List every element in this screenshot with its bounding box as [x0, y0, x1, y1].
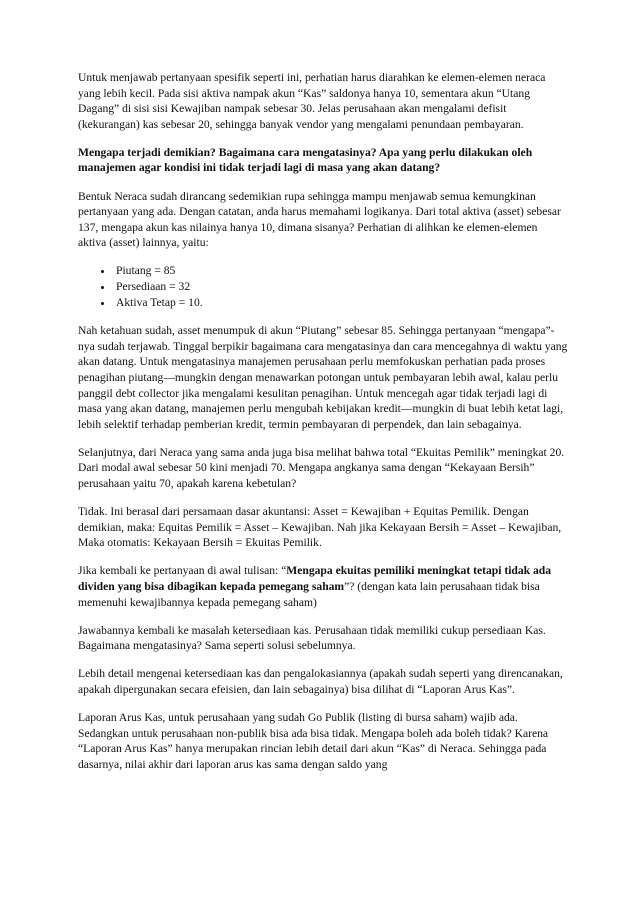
paragraph-question: Mengapa terjadi demikian? Bagaimana cara mengatasinya? Apa yang perlu dilakukan oleh manajemen agar kondisi ini tidak terjadi lagi di masa yang akan datang?: [78, 145, 533, 175]
paragraph-ekuitas: Selanjutnya, dari Neraca yang sama anda juga bisa melihat bahwa total “Ekuitas Pemilik” meningkat 20. Dari modal awal sebesar 50 kini menjadi 70. Mengapa angkanya sama dengan “Kekayaan Bersih” perusahaan yaitu 70, apakah karena kebetulan?: [78, 445, 565, 491]
paragraph-neraca-form: Bentuk Neraca sudah dirancang sedemikian rupa sehingga mampu menjawab semua kemungkinan pertanyaan yang ada. Dengan catatan, anda harus memahami logikanya. Dari total aktiva (asset) sebesar 137, mengapa akun kas nilainya hanya 10, dimana sisanya? Perhatian di alihkan ke elemen-elemen aktiva (asset) lainnya, yaitu:: [78, 189, 561, 250]
asset-list: [78, 263, 568, 310]
paragraph-detail: Lebih detail mengenai ketersediaan kas dan pengalokasiannya (apakah sudah seperti yang direncanakan, apakah dipergunakan secara efeisien, dan lain sebagainya) bisa dilihat di “Laporan Arus Kas”.: [78, 667, 563, 696]
paragraph-back-to-question: [78, 563, 568, 610]
list-item: • Persediaan = 32: [114, 279, 568, 295]
paragraph-piutang: Nah ketahuan sudah, asset menumpuk di akun “Piutang” sebesar 85. Sehingga pertanyaan “mengapa”-nya sudah terjawab. Tinggal berpikir bagaimana cara mengatasinya dan cara mencegahnya di waktu yang akan datang. Untuk mengatasinya manajemen perusahaan perlu memfokuskan perhatian pada proses penagihan piutang—mungkin dengan menawarkan potongan untuk pembayaran lebih awal, kalau perlu panggil debt collector jika mengalami kesulitan penagihan. Untuk mencegah agar tidak terjadi lagi di masa yang akan datang, manajemen perlu mengubah kebijakan kredit—mungkin di buat lebih ketat lagi, lebih selektif terhadap pemberian kredit, termin pembayaran di perpendek, dan lain sebagainya.: [78, 324, 568, 431]
document-page: [78, 70, 568, 785]
text-before: Jika kembali ke pertanyaan di awal tulisan: “: [78, 564, 287, 578]
paragraph-answer: Jawabannya kembali ke masalah ketersediaan kas. Perusahaan tidak memiliki cukup persediaan Kas. Bagaimana mengatasinya? Sama seperti solusi sebelumnya.: [78, 623, 546, 653]
bold-question: Mengapa ekuitas pemiliki meningkat tetapi tidak ada dividen yang bisa dibagikan kepada pemegang saham: [78, 564, 552, 594]
text-after: ”? (dengan kata lain perusahaan tidak bisa memenuhi kewajibannya kepada pemegang saham): [78, 580, 540, 609]
paragraph-persamaan: Tidak. Ini berasal dari persamaan dasar akuntansi: Asset = Kewajiban + Equitas Pemilik. Dengan demikian, maka: Equitas Pemilik = Asset – Kewajiban. Nah jika Kekayaan Bersih = Asset – Kewajiban, Maka otomatis: Kekayaan Bersih = Ekuitas Pemilik.: [78, 505, 562, 550]
paragraph-intro: Untuk menjawab pertanyaan spesifik seperti ini, perhatian harus diarahkan ke elemen-elemen neraca yang lebih kecil. Pada sisi aktiva nampak akun “Kas” saldonya hanya 10, sementara akun “Utang Dagang” di sisi sisi Kewajiban nampak sebesar 30. Jelas perusahaan akan mengalami defisit (kekurangan) kas sebesar 20, sehingga banyak vendor yang mengalami penundaan pembayaran.: [78, 71, 546, 131]
paragraph-arus-kas: Laporan Arus Kas, untuk perusahaan yang sudah Go Publik (listing di bursa saham) wajib ada. Sedangkan untuk perusahaan non-publik bisa ada bisa tidak. Mengapa boleh ada boleh tidak? Karena “Laporan Arus Kas” hanya merupakan rincian lebih detail dari akun “Kas” di Neraca. Sehingga pada dasarnya, nilai akhir dari laporan arus kas sama dengan saldo yang: [78, 711, 549, 771]
list-item: • Aktiva Tetap = 10.: [114, 295, 568, 311]
list-item: • Piutang = 85: [114, 263, 568, 279]
